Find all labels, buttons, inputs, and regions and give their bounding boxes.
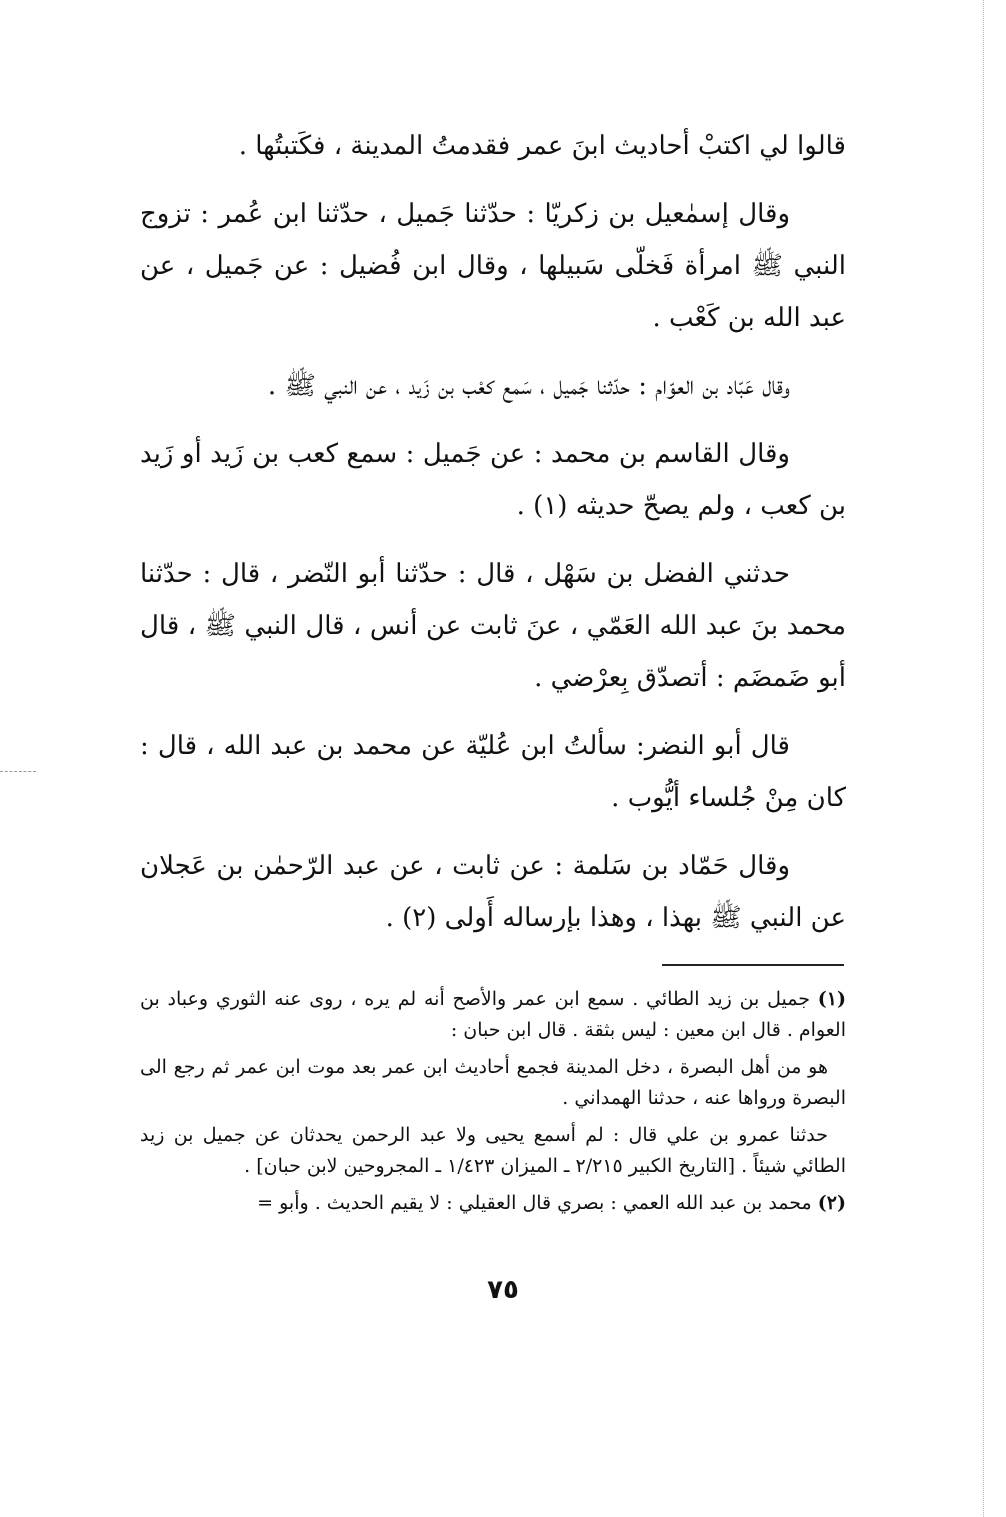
footnote-marker: (٢) (817, 1192, 846, 1214)
paragraph-7: وقال حَمّاد بن سَلمة : عن ثابت ، عن عبد الرّحمٰن بن عَجلان عن النبي ﷺ بهذا ، وهذا بإرساله أَولى (٢) . (140, 851, 846, 933)
paragraph-2: وقال إسمٰعيل بن زكريّا : حدّثنا جَميل ، حدّثنا ابن عُمر : تزوج النبي ﷺ امرأة فَخلّى سَبيلها ، وقال ابن فُضيل : عن جَميل ، عن عبد الله بن كَعْب . (140, 199, 846, 333)
paragraph-1: قالوا لي اكتبْ أحاديث ابنَ عمر فقدمتُ المدينة ، فكَتبتُها . (238, 131, 846, 161)
paragraph-4: وقال القاسم بن محمد : عن جَميل : سمع كعب بن زَيد أو زَيد بن كعب ، ولم يصحّ حديثه (١) . (140, 439, 846, 521)
paragraph-6: قال أبو النضر: سألتُ ابن عُليّة عن محمد بن عبد الله ، قال : كان مِنْ جُلساء أيُّوب . (140, 731, 846, 813)
footnote-1-continued (140, 1052, 846, 1114)
footnote-separator (662, 964, 844, 966)
footnote-text: محمد بن عبد الله العمي : بصري قال العقيلي : لا يقيم الحديث . وأبو = (257, 1192, 812, 1214)
main-text (140, 120, 846, 960)
paragraph-3: وقال عَبّاد بن العوّام : حدّثنا جَميل ، سَمع كعْب بن زَيد ، عن النبي ﷺ . (267, 371, 790, 401)
page-number: ٧٥ (487, 1275, 519, 1305)
paragraph-5: حدثني الفضل بن سَهْل ، قال : حدّثنا أبو النّضر ، قال : حدّثنا محمد بنَ عبد الله العَمّي ، عنَ ثابت عن أنس ، قال النبي ﷺ ، قال أبو ضَمضَم : أتصدّق بِعرْضي . (140, 559, 846, 693)
margin-mark (0, 771, 36, 772)
footnote-marker: (١) (817, 988, 847, 1010)
footnote-text: هو من أهل البصرة ، دخل المدينة فجمع أحاديث ابن عمر بعد موت ابن عمر ثم رجع الى البصرة ورواها عنه ، حدثنا الهمداني . (140, 1056, 846, 1109)
footnote-2 (140, 1188, 846, 1219)
footnotes (140, 984, 846, 1225)
footnote-1-continued (140, 1120, 846, 1182)
footnote-text: حدثنا عمرو بن علي قال : لم أسمع يحيى ولا عبد الرحمن يحدثان عن جميل بن زيد الطائي شيئاً . [التاريخ الكبير ٢/٢١٥ ـ الميزان ١/٤٢٣ ـ المجروحين لابن حبان] . (140, 1124, 846, 1177)
footnote-text: جميل بن زيد الطائي . سمع ابن عمر والأصح أنه لم يره ، روى عنه الثوري وعباد بن العوام . قال ابن معين : ليس بثقة . قال ابن حبان : (140, 988, 846, 1041)
footnote-1 (140, 984, 846, 1046)
